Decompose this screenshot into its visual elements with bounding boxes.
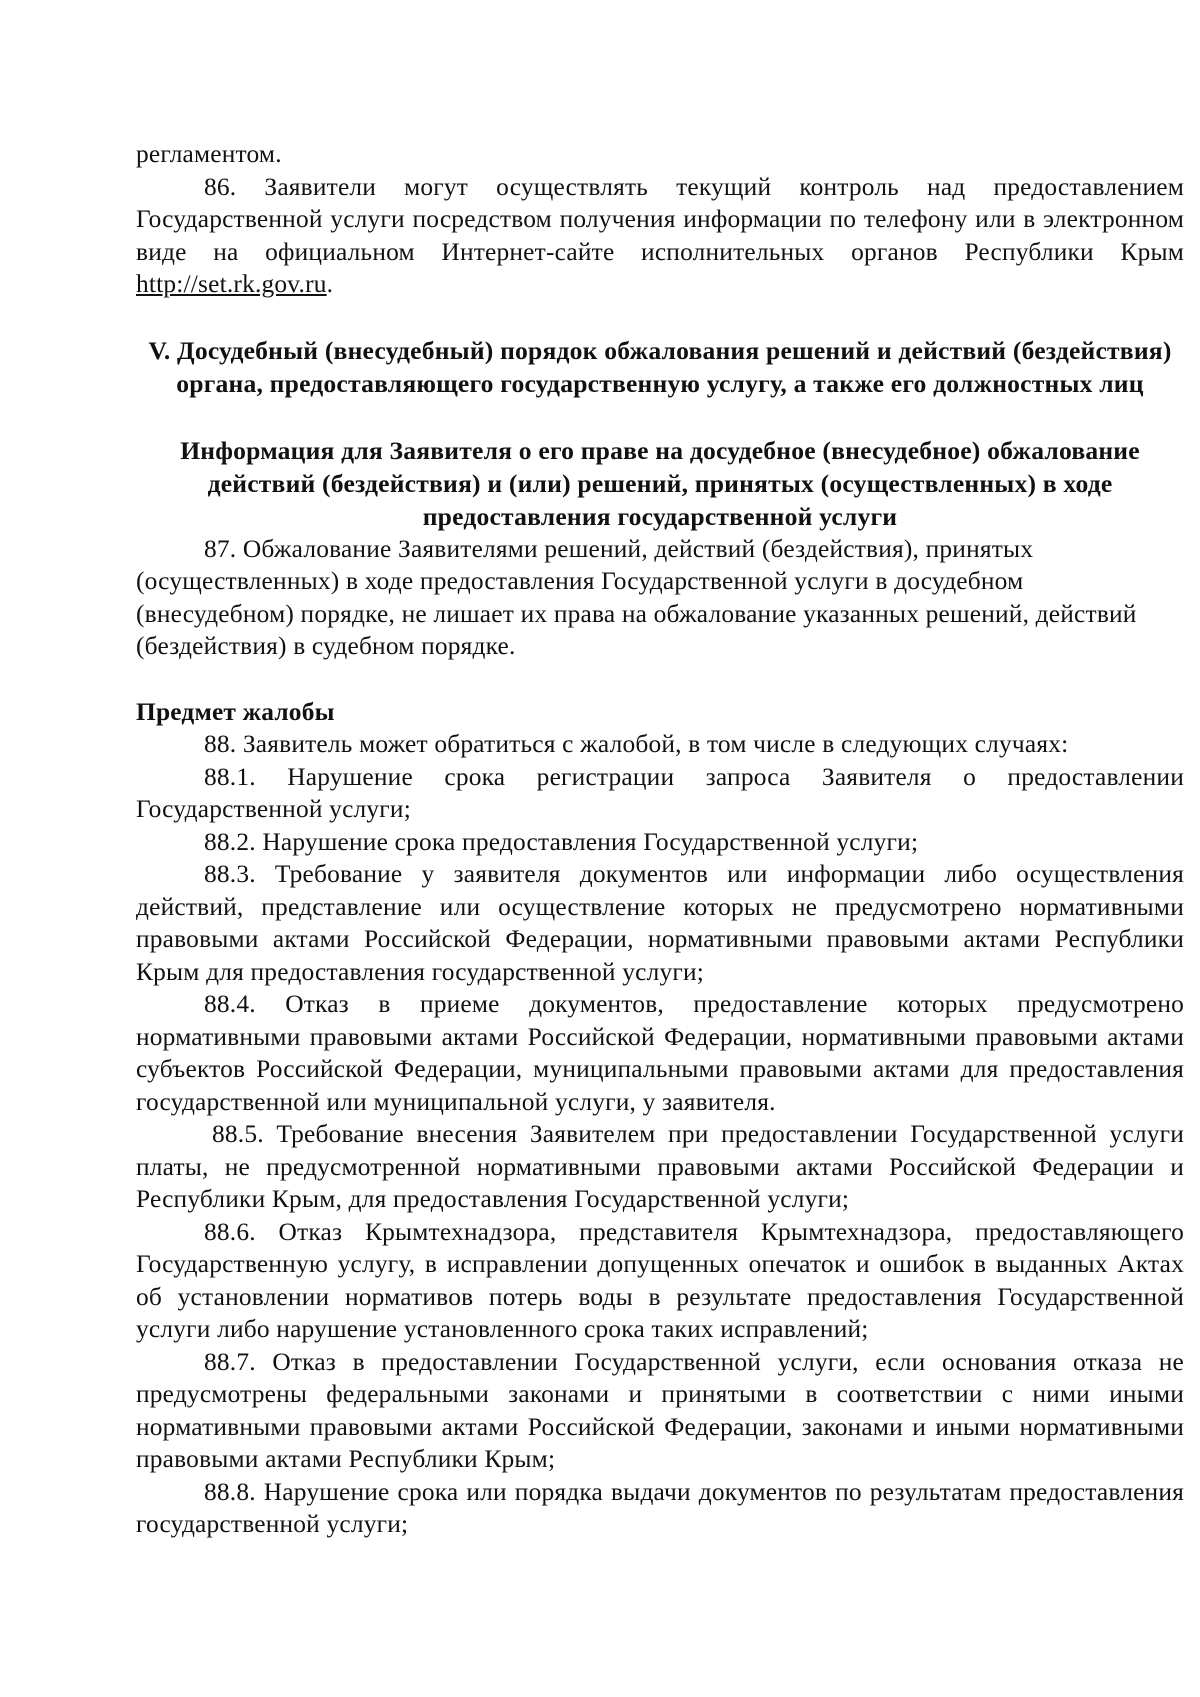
paragraph-88-4: 88.4. Отказ в приеме документов, предоставление которых предусмотрено нормативными правовыми актами Российской Федерации, нормативными правовыми актами субъектов Российской Федерации, муниципальными правовыми актами для предоставления государственной или муниципальной услуги, у заявителя. — [136, 990, 1184, 1116]
paragraph-intro-end: регламентом. — [136, 140, 282, 168]
paragraph-88-1: 88.1. Нарушение срока регистрации запроса Заявителя о предоставлении Государственной услуги; — [136, 762, 1184, 823]
paragraph-88-3: 88.3. Требование у заявителя документов или информации либо осуществления действий, представление или осуществление которых не предусмотрено нормативными правовыми актами Российской Федерации, нормативными правовыми актами Республики Крым для предоставления государственной услуги; — [136, 860, 1184, 986]
paragraph-88-8: 88.8. Нарушение срока или порядка выдачи документов по результатам предоставления государственной услуги; — [136, 1477, 1184, 1538]
paragraph-88-6: 88.6. Отказ Крымтехнадзора, представителя Крымтехнадзора, предоставляющего Государственную услугу, в исправлении допущенных опечаток и ошибок в выданных Актах об установлении нормативов потерь воды в результате предоставления Государственной услуги либо нарушение установленного срока таких исправлений; — [136, 1217, 1184, 1343]
paragraph-86-text: 86. Заявители могут осуществлять текущий контроль над предоставлением Государственной услуги посредством получения информации по телефону или в электронном виде на официальном Интернет-сайте исполнительных органов Республики Крым — [136, 172, 1184, 266]
paragraph-88-5: 88.5. Требование внесения Заявителем при предоставлении Государственной услуги платы, не предусмотренной нормативными правовыми актами Российской Федерации и Республики Крым, для предоставления Государственной услуги; — [136, 1120, 1184, 1213]
rk-gov-link[interactable]: http://set.rk.gov.ru — [136, 270, 327, 298]
paragraph-87: 87. Обжалование Заявителями решений, действий (бездействия), принятых (осуществленных) в ходе предоставления Государственной услуги в досудебном (внесудебном) порядке, не лишает их права на обжалование указанных решений, действий (бездействия) в судебном порядке. — [136, 534, 1137, 660]
paragraph-86 — [136, 171, 1184, 301]
paragraph-88: 88. Заявитель может обратиться с жалобой, в том числе в следующих случаях: — [204, 730, 1069, 758]
document-page — [136, 138, 1184, 1541]
subsection-title: Информация для Заявителя о его праве на досудебное (внесудебное) обжалование действий (бездействия) и (или) решений, принятых (осуществленных) в ходе предоставления государственной услуги — [180, 435, 1140, 531]
paragraph-88-2: 88.2. Нарушение срока предоставления Государственной услуги; — [204, 827, 919, 856]
paragraph-86-end: . — [326, 270, 334, 298]
paragraph-88-7: 88.7. Отказ в предоставлении Государственной услуги, если основания отказа не предусмотрены федеральными законами и принятыми в соответствии с ними иными нормативными правовыми актами Российской Федерации, законами и иными нормативными правовыми актами Республики Крым; — [136, 1347, 1184, 1473]
complaint-heading: Предмет жалобы — [136, 697, 335, 726]
section-title: V. Досудебный (внесудебный) порядок обжалования решений и действий (бездействия) органа, предоставляющего государственную услугу, а также его должностных лиц — [148, 335, 1172, 398]
